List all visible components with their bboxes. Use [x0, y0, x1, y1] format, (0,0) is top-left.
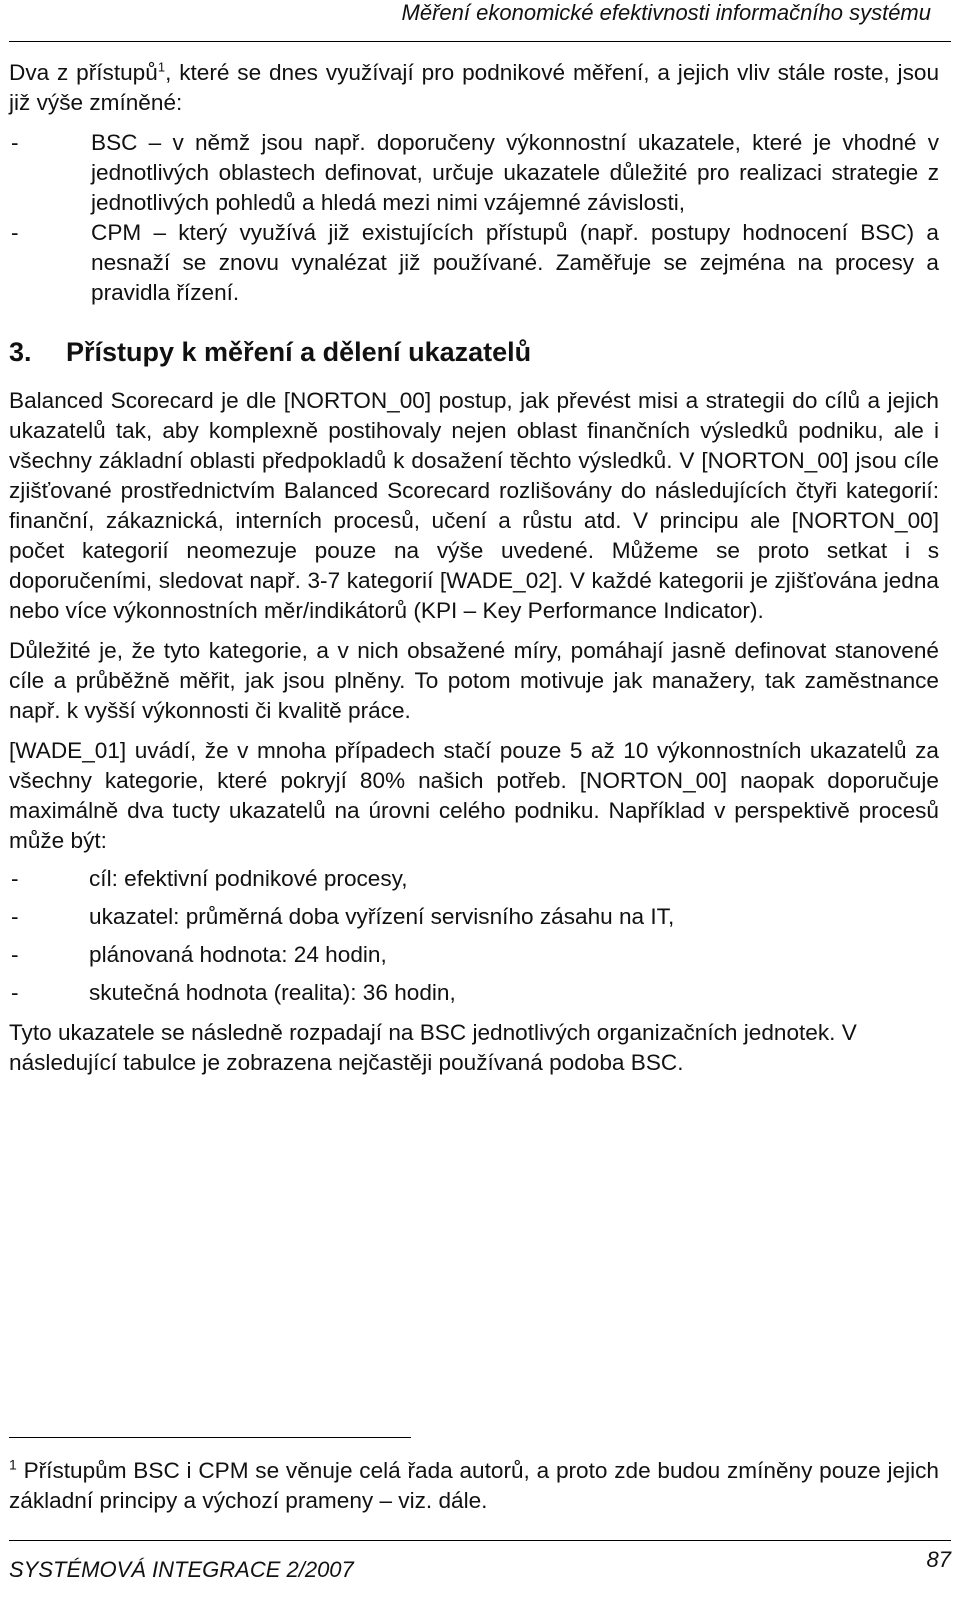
- footnote-marker: 1: [9, 1456, 17, 1473]
- body-paragraph: [WADE_01] uvádí, že v mnoha případech stačí pouze 5 až 10 výkonnostních ukazatelů za všechny kategorie, které pokryjí 80% našich potřeb. [NORTON_00] naopak doporučuje maximálně dva tucty ukazatelů na úrovni celého podniku. Například v perspektivě procesů může být:: [9, 738, 939, 853]
- example-list: [9, 864, 939, 1008]
- footer-journal: SYSTÉMOVÁ INTEGRACE 2/2007: [9, 1557, 354, 1582]
- footnote-divider: [9, 1437, 411, 1438]
- list-dash: -: [11, 866, 19, 891]
- list-item: [9, 218, 939, 308]
- running-footer: [9, 1540, 951, 1604]
- list-item-text: BSC – v němž jsou např. doporučeny výkonnostní ukazatele, které je vhodné v jednotlivých oblastech definovat, určuje ukazatele důležité pro realizaci strategie z jednotlivých pohledů a hledá mezi nimi vzájemné závislosti,: [91, 130, 939, 215]
- section-number: 3.: [9, 337, 32, 367]
- section-heading: [9, 336, 939, 368]
- intro-paragraph: Dva z přístupů$^1$, které se dnes využívají pro podnikové měření, a jejich vliv stále roste, jsou již výše zmíněné:: [9, 59, 940, 115]
- footnote: [9, 1456, 939, 1516]
- closing-paragraph: Tyto ukazatele se následně rozpadají na BSC jednotlivých organizačních jednotek. V následující tabulce je zobrazena nejčastěji používaná podoba BSC.: [9, 1020, 857, 1075]
- list-item: [9, 940, 939, 970]
- list-item-text: skutečná hodnota (realita): 36 hodin,: [89, 980, 456, 1005]
- list-item-text: cíl: efektivní podnikové procesy,: [89, 866, 408, 891]
- header-title: Měření ekonomické efektivnosti informačního systému: [401, 0, 931, 25]
- footnote-text: Přístupům BSC i CPM se věnuje celá řada autorů, a proto zde budou zmíněny pouze jejich základní principy a výchozí prameny – viz. dále.: [9, 1458, 939, 1513]
- list-item-text: CPM – který využívá již existujících přístupů (např. postupy hodnocení BSC) a nesnaží se znovu vynalézat již používané. Zaměřuje se zejména na procesy a pravidla řízení.: [91, 220, 939, 305]
- list-item: [9, 864, 939, 894]
- list-dash: -: [11, 130, 19, 155]
- main-content: [9, 58, 939, 1078]
- list-item: [9, 978, 939, 1008]
- footnote-reference[interactable]: 1: [157, 59, 166, 75]
- body-paragraph: Balanced Scorecard je dle [NORTON_00] postup, jak převést misi a strategii do cílů a jejich ukazatelů tak, aby komplexně postihovaly nejen oblast finančních výsledků podniku, ale i všechny základní oblasti předpokladů k dosažení těchto výsledků. V [NORTON_00] jsou cíle zjišťované prostřednictvím Balanced Scorecard rozlišovány do následujících čtyři kategorií: finanční, zákaznická, interních procesů, učení a růstu atd. V principu ale [NORTON_00] počet kategorií neomezuje pouze na výše uvedené. Můžeme se proto setkat i s doporučeními, sledovat např. 3-7 kategorií [WADE_02]. V každé kategorii je zjišťována jedna nebo více výkonnostních měr/indikátorů (KPI – Key Performance Indicator).: [9, 388, 939, 623]
- list-item: [9, 902, 939, 932]
- page-number: 87: [926, 1547, 951, 1572]
- section-title: Přístupy k měření a dělení ukazatelů: [66, 337, 532, 367]
- list-item: [9, 128, 939, 218]
- approach-list: [9, 128, 939, 308]
- body-paragraph: Důležité je, že tyto kategorie, a v nich obsažené míry, pomáhají jasně definovat stanovené cíle a průběžně měřit, jak jsou plněny. To potom motivuje jak manažery, tak zaměstnance např. k vyšší výkonnosti či kvalitě práce.: [9, 638, 939, 723]
- list-item-text: plánovaná hodnota: 24 hodin,: [89, 942, 387, 967]
- list-dash: -: [11, 220, 19, 245]
- list-dash: -: [11, 980, 19, 1005]
- list-dash: -: [11, 942, 19, 967]
- running-header: [9, 0, 951, 42]
- list-item-text: ukazatel: průměrná doba vyřízení servisního zásahu na IT,: [89, 904, 675, 929]
- list-dash: -: [11, 904, 19, 929]
